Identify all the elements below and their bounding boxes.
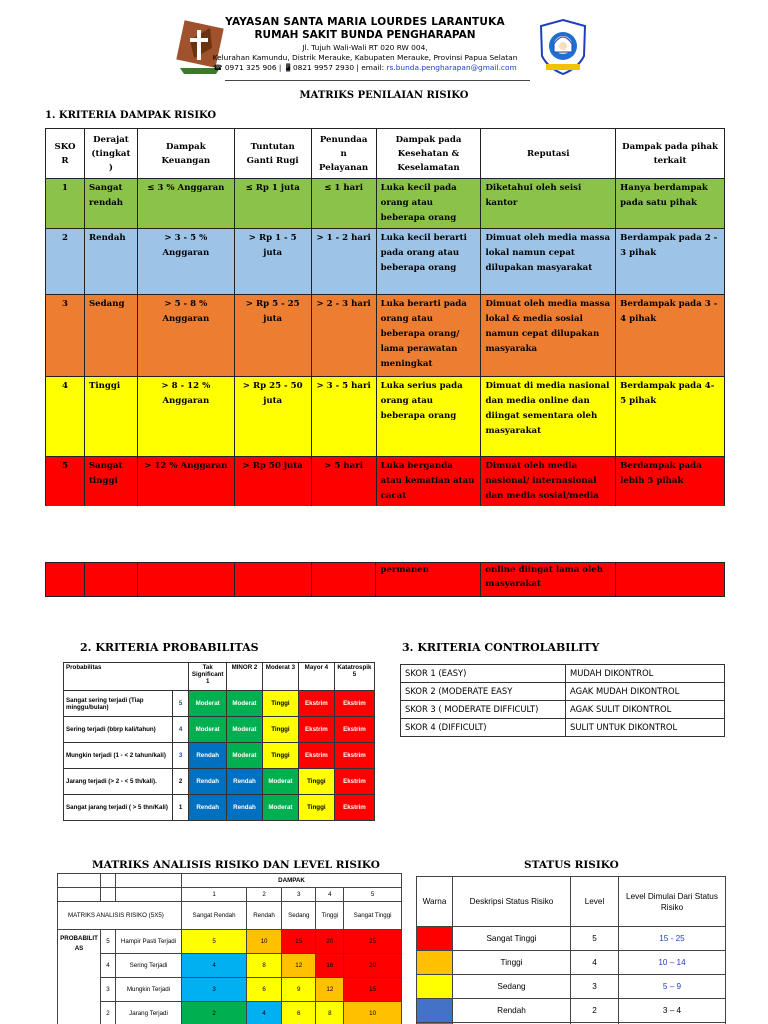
ra-cell: 4	[247, 1002, 282, 1024]
risk-status-title: STATUS RISIKO	[524, 859, 619, 871]
probability-matrix	[63, 662, 375, 821]
prob-cell: Rendah	[189, 743, 227, 769]
prob-cell: Ekstrim	[298, 743, 334, 769]
impact-cell: Rendah	[84, 229, 137, 295]
prob-header-row	[64, 663, 375, 691]
sr-header: Level Dimulai Dari Status Risiko	[619, 877, 726, 927]
ra-cell: 3	[182, 978, 247, 1002]
ctrl-desc: SULIT UNTUK DIKONTROL	[566, 719, 725, 737]
prob-cell: Ekstrim	[334, 769, 374, 795]
impact-cell: > 5 hari	[311, 457, 376, 507]
impact-cell: > Rp 5 - 25 juta	[234, 295, 311, 377]
prob-cell: Moderat	[262, 769, 298, 795]
impact-cell: Berdampak pada 3 - 4 pihak	[616, 295, 725, 377]
header-divider	[225, 80, 530, 81]
sr-level: 4	[571, 951, 619, 975]
impact-cell: ≤ 1 hari	[311, 179, 376, 229]
ra-row	[58, 874, 402, 888]
ra-col-label: Tinggi	[316, 902, 344, 930]
ra-cell: 12	[316, 978, 344, 1002]
ctrl-desc: AGAK MUDAH DIKONTROL	[566, 683, 725, 701]
sr-level: 5	[571, 927, 619, 951]
sr-header-row	[417, 877, 726, 927]
prob-cell: Tinggi	[298, 795, 334, 821]
section2-title: 2. KRITERIA PROBABILITAS	[80, 641, 259, 654]
ra-cell: 20	[344, 954, 402, 978]
prob-col-header: MINOR 2	[226, 663, 262, 691]
risk-status-table	[416, 876, 726, 1024]
ra-col-label: Rendah	[247, 902, 282, 930]
impact-cell	[137, 563, 234, 597]
ra-cell	[116, 888, 182, 902]
prob-row	[64, 743, 375, 769]
prob-corner: Probabilitas	[64, 663, 189, 691]
ra-matrix-label: MATRIKS ANALISIS RISIKO (5X5)	[58, 902, 182, 930]
impact-cell: Diketahui oleh seisi kantor	[481, 179, 616, 229]
ctrl-score: SKOR 4 (DIFFICULT)	[401, 719, 566, 737]
prob-cell: Moderat	[226, 691, 262, 717]
impact-cell	[46, 563, 85, 597]
impact-cell: > Rp 50 juta	[234, 457, 311, 507]
ra-row-label: Mungkin Terjadi	[116, 978, 182, 1002]
impact-cell: Berdampak pada 4-5 pihak	[616, 377, 725, 457]
ra-row	[58, 954, 402, 978]
ra-cell: 9	[282, 978, 316, 1002]
controllability-table	[400, 664, 725, 737]
prob-col-header: Tak Significant 1	[189, 663, 227, 691]
impact-header: Reputasi	[481, 129, 616, 179]
ra-cell	[58, 874, 101, 888]
impact-cell: 1	[46, 179, 85, 229]
ra-col-label: Sedang	[282, 902, 316, 930]
prob-row-label: Jarang terjadi (> 2 - < 5 th/kali).	[64, 769, 173, 795]
impact-cell: online diingat lama oleh masyarakat	[481, 563, 616, 597]
impact-cell: Sedang	[84, 295, 137, 377]
impact-header: Penundaa n Pelayanan	[311, 129, 376, 179]
ra-col-num: 3	[282, 888, 316, 902]
impact-cell: > 8 - 12 % Anggaran	[137, 377, 234, 457]
ra-row	[58, 902, 402, 930]
ra-cell: 2	[182, 1002, 247, 1024]
ctrl-score: SKOR 2 (MODERATE EASY	[401, 683, 566, 701]
ra-cell: 10	[344, 1002, 402, 1024]
impact-cell: > Rp 1 - 5 juta	[234, 229, 311, 295]
ra-cell: 15	[282, 930, 316, 954]
sr-range: 3 – 4	[619, 999, 726, 1023]
prob-row-num: 3	[172, 743, 188, 769]
sr-range: 10 – 14	[619, 951, 726, 975]
prob-row-label: Sering terjadi (bbrp kali/tahun)	[64, 717, 173, 743]
impact-cell: Berdampak pada lebih 5 pihak	[616, 457, 725, 507]
ra-row-label: Sering Terjadi	[116, 954, 182, 978]
prob-cell: Ekstrim	[334, 795, 374, 821]
sr-range: 5 – 9	[619, 975, 726, 999]
prob-cell: Ekstrim	[298, 691, 334, 717]
impact-cell: > Rp 25 - 50 juta	[234, 377, 311, 457]
sr-header: Level	[571, 877, 619, 927]
ctrl-row	[401, 665, 725, 683]
sr-color-swatch	[417, 927, 453, 951]
impact-cell: Dimuat oleh media massa lokal & media sosial namun cepat dilupakan masyaraka	[481, 295, 616, 377]
impact-criteria-continued	[45, 562, 725, 597]
impact-cell: > 3 - 5 % Anggaran	[137, 229, 234, 295]
ra-cell: 8	[247, 954, 282, 978]
ra-col-num: 2	[247, 888, 282, 902]
prob-cell: Tinggi	[262, 743, 298, 769]
prob-cell: Rendah	[226, 769, 262, 795]
sr-desc: Tinggi	[453, 951, 571, 975]
ra-col-label: Sangat Rendah	[182, 902, 247, 930]
ra-row	[58, 888, 402, 902]
impact-cell: 4	[46, 377, 85, 457]
sr-color-swatch	[417, 975, 453, 999]
prob-cell: Rendah	[189, 769, 227, 795]
ra-cell: 16	[316, 954, 344, 978]
ctrl-desc: MUDAH DIKONTROL	[566, 665, 725, 683]
prob-cell: Rendah	[226, 795, 262, 821]
prob-cell: Rendah	[189, 795, 227, 821]
ra-cell: 5	[182, 930, 247, 954]
sr-desc: Sangat Tinggi	[453, 927, 571, 951]
impact-cell: Luka kecil berarti pada orang atau beberapa orang	[376, 229, 481, 295]
impact-cell: Sangat tinggi	[84, 457, 137, 507]
prob-cell: Moderat	[226, 743, 262, 769]
prob-row	[64, 717, 375, 743]
impact-row	[46, 229, 725, 295]
sr-header: Warna	[417, 877, 453, 927]
prob-cell: Tinggi	[298, 769, 334, 795]
impact-cell: ≤ Rp 1 juta	[234, 179, 311, 229]
prob-row-label: Sangat sering terjadi (Tiap minggu/bulan)	[64, 691, 173, 717]
ctrl-row	[401, 683, 725, 701]
sr-range: 15 - 25	[619, 927, 726, 951]
ctrl-row	[401, 701, 725, 719]
ra-col-num: 4	[316, 888, 344, 902]
impact-cell: > 2 - 3 hari	[311, 295, 376, 377]
impact-cell: Berdampak pada 2 - 3 pihak	[616, 229, 725, 295]
prob-row	[64, 691, 375, 717]
impact-cell	[234, 563, 311, 597]
impact-cell: Luka berarti pada orang atau beberapa orang/ lama perawatan meningkat	[376, 295, 481, 377]
section3-title: 3. KRITERIA CONTROLABILITY	[402, 641, 600, 654]
section1-title: 1. KRITERIA DAMPAK RISIKO	[45, 110, 217, 121]
prob-cell: Moderat	[189, 717, 227, 743]
impact-cell: > 3 - 5 hari	[311, 377, 376, 457]
impact-cell: Hanya berdampak pada satu pihak	[616, 179, 725, 229]
impact-cell: > 1 - 2 hari	[311, 229, 376, 295]
impact-cell: Luka kecil pada orang atau beberapa orang	[376, 179, 481, 229]
header-line2: RUMAH SAKIT BUNDA PENGHARAPAN	[254, 29, 476, 41]
prob-row	[64, 795, 375, 821]
impact-cell: Luka berganda atau kematian atau cacat	[376, 457, 481, 507]
prob-row-label: Sangat jarang terjadi ( > 5 thn/Kali)	[64, 795, 173, 821]
header-email[interactable]: rs.bunda.pengharapan@gmail.com	[386, 63, 517, 72]
risk-analysis-title: MATRIKS ANALISIS RISIKO DAN LEVEL RISIKO	[92, 859, 380, 871]
sr-level: 2	[571, 999, 619, 1023]
impact-cell: permanen	[376, 563, 481, 597]
prob-row-num: 5	[172, 691, 188, 717]
ra-cell: 10	[247, 930, 282, 954]
sr-color-swatch	[417, 999, 453, 1023]
impact-cell	[616, 563, 725, 597]
impact-cell: Tinggi	[84, 377, 137, 457]
sr-row	[417, 927, 726, 951]
impact-cell: Luka serius pada orang atau beberapa orang	[376, 377, 481, 457]
prob-col-header: Katatrospik 5	[334, 663, 374, 691]
prob-row-num: 2	[172, 769, 188, 795]
sr-color-swatch	[417, 951, 453, 975]
prob-cell: Moderat	[262, 795, 298, 821]
ctrl-desc: AGAK SULIT DIKONTROL	[566, 701, 725, 719]
impact-cell: 5	[46, 457, 85, 507]
impact-cell	[311, 563, 376, 597]
impact-row-continued	[46, 563, 725, 597]
prob-row	[64, 769, 375, 795]
ra-cell: 20	[316, 930, 344, 954]
prob-col-header: Moderat 3	[262, 663, 298, 691]
impact-cell: 3	[46, 295, 85, 377]
impact-header: Dampak pada Kesehatan & Keselamatan	[376, 129, 481, 179]
ra-row-num: 5	[101, 930, 116, 954]
ra-row	[58, 978, 402, 1002]
impact-row	[46, 377, 725, 457]
impact-criteria-table	[45, 128, 725, 506]
ctrl-score: SKOR 3 ( MODERATE DIFFICULT)	[401, 701, 566, 719]
header-line1: YAYASAN SANTA MARIA LOURDES LARANTUKA	[225, 16, 505, 28]
ra-cell: 8	[316, 1002, 344, 1024]
sr-header: Deskripsi Status Risiko	[453, 877, 571, 927]
impact-header: Dampak Keuangan	[137, 129, 234, 179]
sr-desc: Rendah	[453, 999, 571, 1023]
ra-row-label: Hampir Pasti Terjadi	[116, 930, 182, 954]
prob-cell: Moderat	[189, 691, 227, 717]
ra-cell: 25	[344, 930, 402, 954]
sr-row	[417, 999, 726, 1023]
ra-col-label: Sangat Tinggi	[344, 902, 402, 930]
impact-cell	[84, 563, 137, 597]
prob-row-label: Mungkin terjadi (1 - < 2 tahun/kali)	[64, 743, 173, 769]
ra-row-num: 2	[101, 1002, 116, 1024]
impact-header: Derajat (tingkat )	[84, 129, 137, 179]
header-contact	[200, 63, 530, 73]
ra-cell: 6	[282, 1002, 316, 1024]
ra-row-label: Jarang Terjadi	[116, 1002, 182, 1024]
risk-analysis-matrix	[57, 873, 402, 1024]
impact-cell: Sangat rendah	[84, 179, 137, 229]
impact-row	[46, 295, 725, 377]
prob-cell: Ekstrim	[334, 717, 374, 743]
ra-cell	[101, 874, 116, 888]
impact-row	[46, 179, 725, 229]
impact-row	[46, 457, 725, 507]
sr-row	[417, 951, 726, 975]
prob-cell: Ekstrim	[298, 717, 334, 743]
prob-cell: Ekstrim	[334, 691, 374, 717]
ra-cell: 12	[282, 954, 316, 978]
ra-side-label: PROBABILITAS	[58, 930, 101, 1024]
prob-cell: Moderat	[226, 717, 262, 743]
sr-level: 3	[571, 975, 619, 999]
ra-cell	[101, 888, 116, 902]
prob-cell: Tinggi	[262, 691, 298, 717]
impact-cell: ≤ 3 % Anggaran	[137, 179, 234, 229]
ra-dampak-header: DAMPAK	[182, 874, 402, 888]
prob-row-num: 1	[172, 795, 188, 821]
ra-cell: 15	[344, 978, 402, 1002]
impact-header-row	[46, 129, 725, 179]
ra-col-num: 1	[182, 888, 247, 902]
impact-cell: 2	[46, 229, 85, 295]
header-line3: Jl. Tujuh Wali-Wali RT 020 RW 004,	[302, 43, 428, 52]
ra-row	[58, 1002, 402, 1024]
impact-cell: Dimuat di media nasional dan media online dan diingat sementara oleh masyarakat	[481, 377, 616, 457]
header-line4: Kelurahan Kamundu, Distrik Merauke, Kabupaten Merauke, Provinsi Papua Selatan	[212, 53, 518, 62]
sr-desc: Sedang	[453, 975, 571, 999]
ra-cell	[58, 888, 101, 902]
ra-row-num: 4	[101, 954, 116, 978]
sr-row	[417, 975, 726, 999]
doc-title: MATRIKS PENILAIAN RISIKO	[299, 90, 469, 101]
prob-row-num: 4	[172, 717, 188, 743]
foundation-logo	[538, 18, 588, 76]
prob-cell: Ekstrim	[334, 743, 374, 769]
ra-cell	[116, 874, 182, 888]
ra-cell: 6	[247, 978, 282, 1002]
impact-cell: > 12 % Anggaran	[137, 457, 234, 507]
impact-cell: > 5 - 8 % Anggaran	[137, 295, 234, 377]
impact-header: SKO R	[46, 129, 85, 179]
impact-header: Dampak pada pihak terkait	[616, 129, 725, 179]
prob-cell: Tinggi	[262, 717, 298, 743]
impact-cell: Dimuat oleh media massa lokal namun cepat dilupakan masyarakat	[481, 229, 616, 295]
impact-header: Tuntutan Ganti Rugi	[234, 129, 311, 179]
ctrl-row	[401, 719, 725, 737]
impact-cell: Dimuat oleh media nasional/ internasional dan media sosial/media	[481, 457, 616, 507]
ra-cell: 4	[182, 954, 247, 978]
header-phone: ☎ 0971 325 906 | 📱0821 9957 2930 | email:	[213, 63, 387, 72]
ra-col-num: 5	[344, 888, 402, 902]
ra-row	[58, 930, 402, 954]
ctrl-score: SKOR 1 (EASY)	[401, 665, 566, 683]
prob-col-header: Mayor 4	[298, 663, 334, 691]
ra-row-num: 3	[101, 978, 116, 1002]
